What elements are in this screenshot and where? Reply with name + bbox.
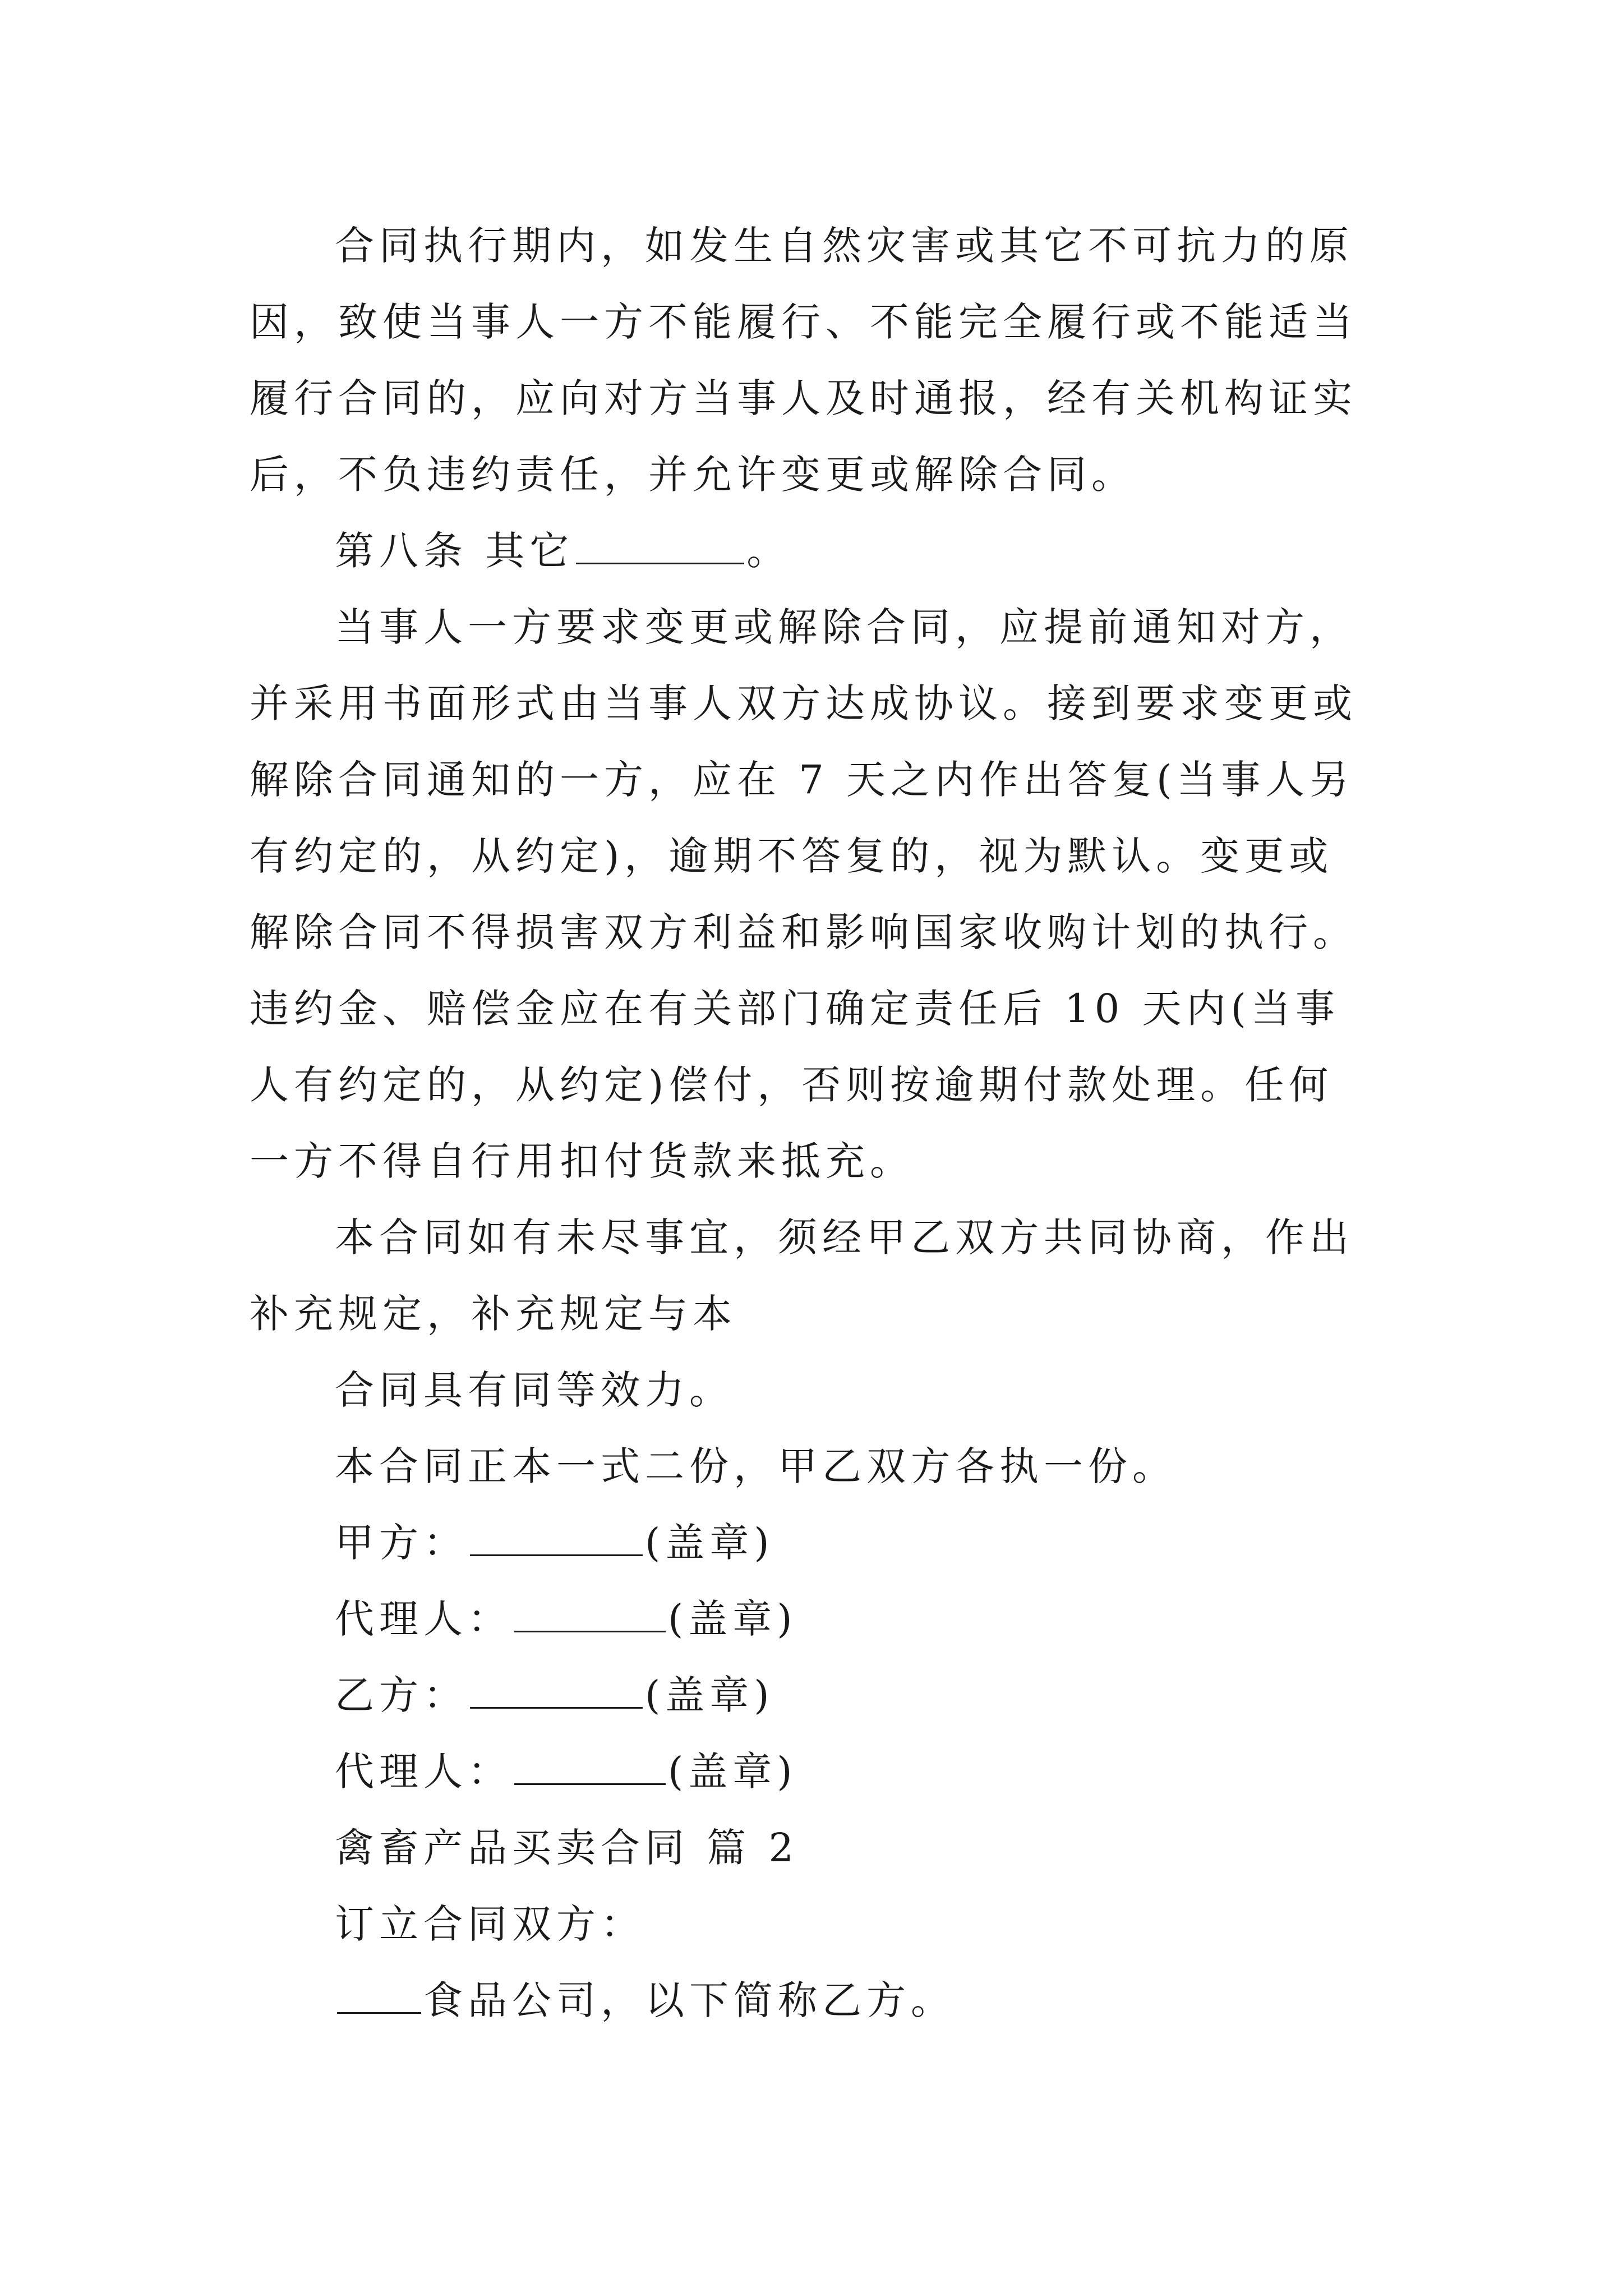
signature-label: 甲方： — [335, 1520, 468, 1566]
signature-label: 代理人： — [335, 1749, 512, 1795]
article-8-blank — [576, 528, 744, 564]
paragraph-supplement-continued: 合同具有同等效力。 — [335, 1367, 734, 1413]
signature-blank — [470, 1520, 643, 1556]
parties-heading: 订立合同双方： — [335, 1901, 645, 1947]
signature-party-a — [250, 1504, 1377, 1581]
seal-label: (盖章) — [645, 1672, 774, 1718]
document-body — [250, 208, 1377, 2039]
article-8-line — [250, 513, 1377, 589]
paragraph-copies: 本合同正本一式二份，甲乙双方各执一份。 — [335, 1443, 1177, 1489]
seal-label: (盖章) — [645, 1520, 774, 1566]
signature-label: 代理人： — [335, 1596, 512, 1642]
signature-label: 乙方： — [335, 1672, 468, 1718]
party-b-blank — [337, 1977, 421, 2014]
paragraph-change-terms: 当事人一方要求变更或解除合同，应提前通知对方，并采用书面形式由当事人双方达成协议。接到要求变更或解除合同通知的一方，应在 7 天之内作出答复(当事人另有约定的，从约定)，逾期不答复的，视为默认。变更或解除合同不得损害双方利益和影响国家收购计划的执行。违约金、赔偿金应在有关部门确定责任后 10 天内(当事人有约定的，从约定)偿付，否则按逾期付款处理。任何一方不得自行用扣付货款来抵充。 — [250, 604, 1357, 1184]
signature-blank — [514, 1596, 666, 1632]
article-8-end: 。 — [746, 528, 791, 574]
signature-party-b — [250, 1657, 1377, 1733]
section-2-title: 禽畜产品买卖合同 篇 2 — [335, 1825, 799, 1871]
article-8-label: 第八条 其它 — [335, 528, 574, 574]
paragraph-force-majeure: 合同执行期内，如发生自然灾害或其它不可抗力的原因，致使当事人一方不能履行、不能完全履行或不能适当履行合同的，应向对方当事人及时通报，经有关机构证实后，不负违约责任，并允许变更或解除合同。 — [250, 223, 1357, 498]
signature-agent-b — [250, 1733, 1377, 1810]
seal-label: (盖章) — [668, 1749, 797, 1795]
signature-blank — [470, 1672, 643, 1709]
signature-blank — [514, 1749, 666, 1785]
party-b-line — [250, 1962, 1377, 2039]
signature-agent-a — [250, 1581, 1377, 1657]
party-b-text: 食品公司，以下简称乙方。 — [423, 1977, 955, 2023]
seal-label: (盖章) — [668, 1596, 797, 1642]
paragraph-supplement: 本合同如有未尽事宜，须经甲乙双方共同协商，作出补充规定，补充规定与本 — [250, 1214, 1354, 1337]
